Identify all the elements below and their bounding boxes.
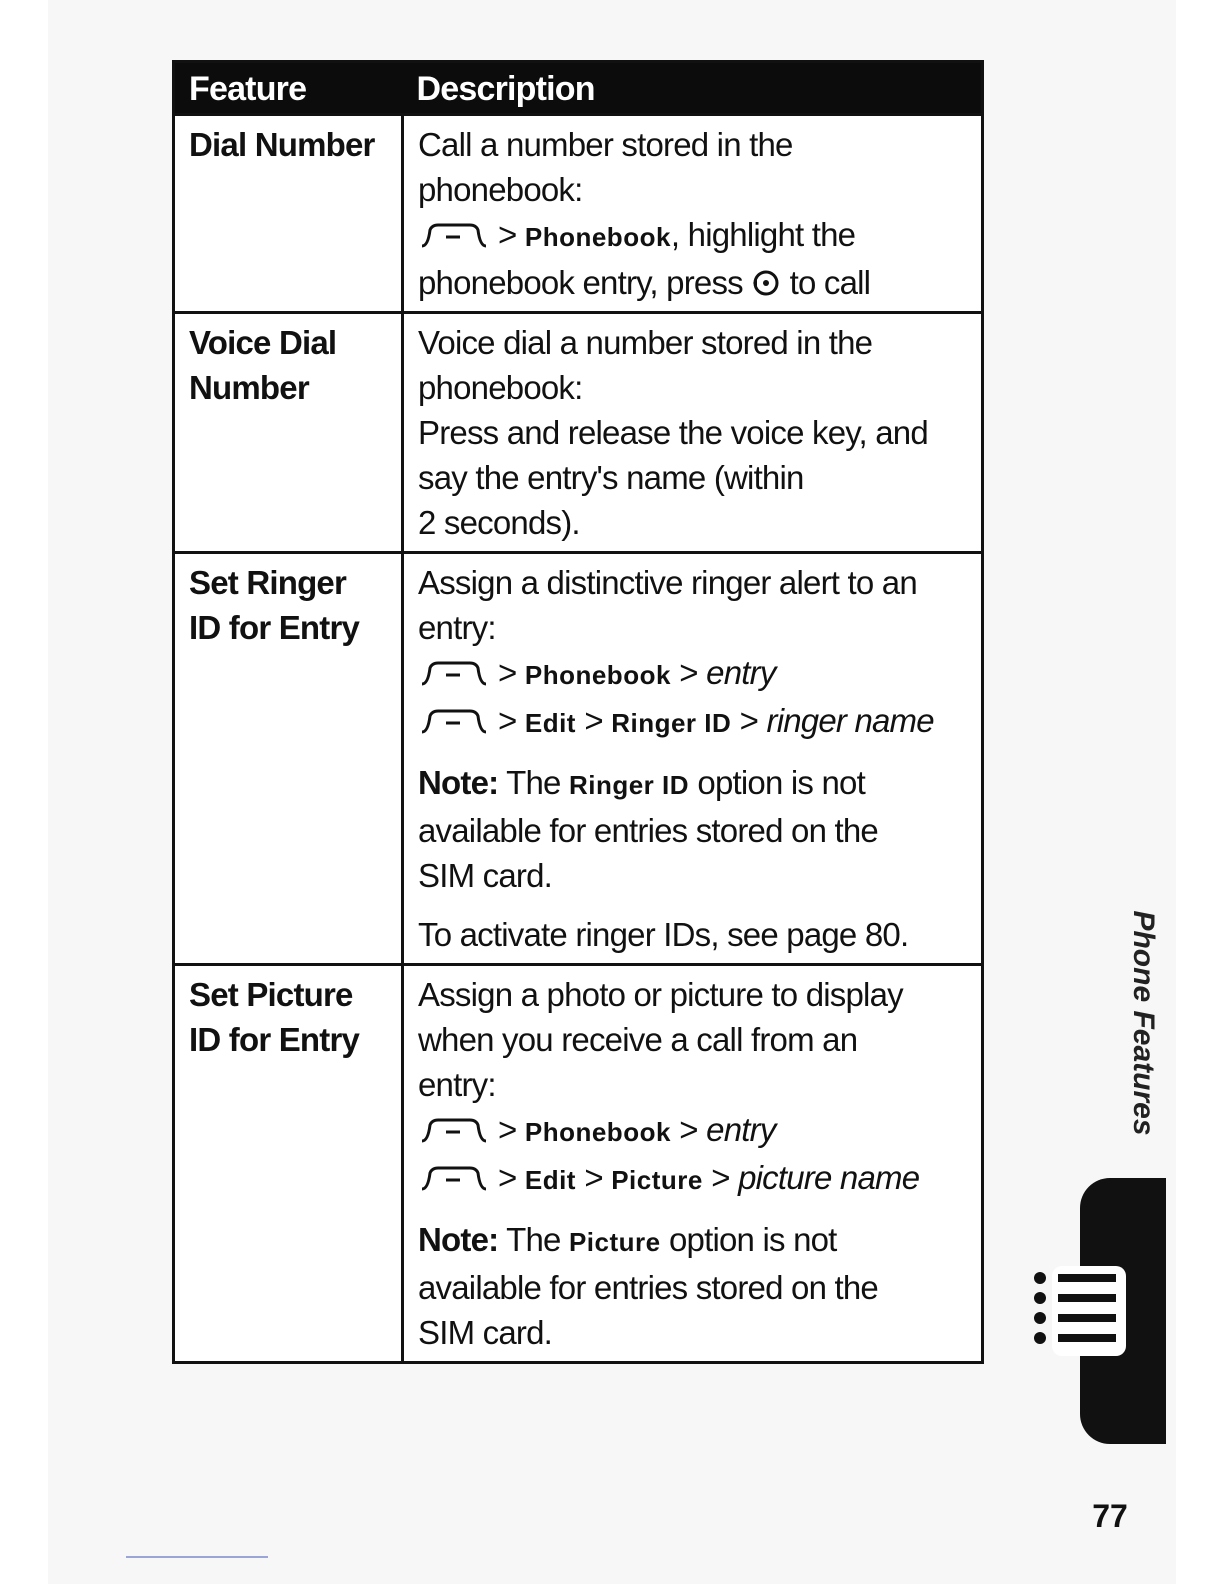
path-variable: entry [706, 654, 776, 691]
section-title-vertical: Phone Features [1127, 910, 1160, 1136]
feature-name: ID for Entry [189, 1021, 360, 1058]
description-cell [403, 553, 983, 965]
feature-column-header: Feature [174, 62, 403, 115]
menu-item-phonebook: Phonebook [524, 660, 671, 690]
menu-item-edit: Edit [524, 708, 576, 738]
path-separator: > [739, 702, 759, 739]
path-variable: ringer name [766, 702, 934, 739]
feature-cell [174, 965, 403, 1363]
feature-name: Voice Dial [189, 324, 337, 361]
menu-path [418, 650, 969, 698]
description-cell [403, 115, 983, 313]
description-text: phonebook: [418, 171, 583, 208]
feature-cell [174, 553, 403, 965]
description-text: entry: [418, 1066, 496, 1103]
feature-name: Number [189, 369, 309, 406]
instruction-line [418, 260, 969, 305]
menu-path [418, 1107, 969, 1155]
feature-name: Dial Number [189, 126, 375, 163]
menu-item-ringer-id: Ringer ID [611, 708, 732, 738]
path-separator: > [498, 216, 517, 253]
description-text: to call [789, 264, 871, 301]
note [418, 1217, 969, 1265]
feature-name: Set Ringer [189, 564, 347, 601]
menu-key-icon [418, 1117, 490, 1143]
path-separator: > [498, 702, 517, 739]
menu-key-icon [418, 708, 490, 734]
table-row [174, 965, 983, 1363]
nav-center-key-icon [751, 268, 781, 298]
path-separator: > [584, 702, 603, 739]
menu-item-picture: Picture [611, 1165, 703, 1195]
menu-item-picture: Picture [568, 1227, 661, 1257]
table-header-row [174, 62, 983, 115]
path-separator: > [498, 1111, 517, 1148]
description-cell [403, 313, 983, 553]
description-text: , highlight the [670, 216, 856, 253]
description-text: phonebook: [418, 369, 583, 406]
menu-path [418, 698, 969, 746]
note [418, 760, 969, 808]
description-text: Voice dial a number stored in the [418, 324, 873, 361]
menu-path [418, 1155, 969, 1203]
description-text: option is not [697, 764, 865, 801]
path-separator: > [679, 654, 698, 691]
menu-item-edit: Edit [524, 1165, 576, 1195]
path-separator: > [498, 654, 517, 691]
page-reference: To activate ringer IDs, see page 80. [418, 916, 909, 953]
menu-item-phonebook: Phonebook [524, 1117, 671, 1147]
menu-path [418, 212, 969, 260]
table-row [174, 115, 983, 313]
description-text: 2 seconds). [418, 504, 580, 541]
description-text: Press and release the voice key, and [418, 414, 928, 451]
feature-cell [174, 115, 403, 313]
table-row [174, 553, 983, 965]
description-text: say the entry's name (within [418, 459, 804, 496]
description-text: option is not [668, 1221, 837, 1258]
description-text: Call a number stored in the [418, 126, 793, 163]
description-text: available for entries stored on the [418, 812, 878, 849]
path-separator: > [498, 1159, 517, 1196]
path-separator: > [584, 1159, 603, 1196]
features-table [172, 60, 984, 1364]
phone-features-list-icon [1030, 1262, 1130, 1362]
path-separator: > [711, 1159, 730, 1196]
description-text: phonebook entry, press [418, 264, 743, 301]
description-cell [403, 965, 983, 1363]
description-column-header: Description [403, 62, 983, 115]
path-variable: entry [706, 1111, 776, 1148]
description-text: SIM card. [418, 1314, 553, 1351]
footer-rule [126, 1556, 268, 1558]
description-text: The [506, 764, 561, 801]
description-text: available for entries stored on the [418, 1269, 878, 1306]
page-number: 77 [1092, 1498, 1128, 1534]
path-separator: > [679, 1111, 698, 1148]
menu-key-icon [418, 660, 490, 686]
description-text: entry: [418, 609, 496, 646]
menu-key-icon [418, 1165, 490, 1191]
description-text: Assign a photo or picture to display [418, 976, 903, 1013]
feature-cell [174, 313, 403, 553]
menu-item-ringer-id: Ringer ID [568, 770, 690, 800]
description-text: The [506, 1221, 561, 1258]
feature-name: Set Picture [189, 976, 353, 1013]
menu-item-phonebook: Phonebook [524, 222, 671, 252]
description-text: SIM card. [418, 857, 553, 894]
menu-key-icon [418, 222, 490, 248]
path-variable: picture name [738, 1159, 920, 1196]
note-label: Note: [418, 764, 499, 801]
table-row [174, 313, 983, 553]
feature-name: ID for Entry [189, 609, 360, 646]
note-label: Note: [418, 1221, 499, 1258]
description-text: Assign a distinctive ringer alert to an [418, 564, 917, 601]
description-text: when you receive a call from an [418, 1021, 858, 1058]
